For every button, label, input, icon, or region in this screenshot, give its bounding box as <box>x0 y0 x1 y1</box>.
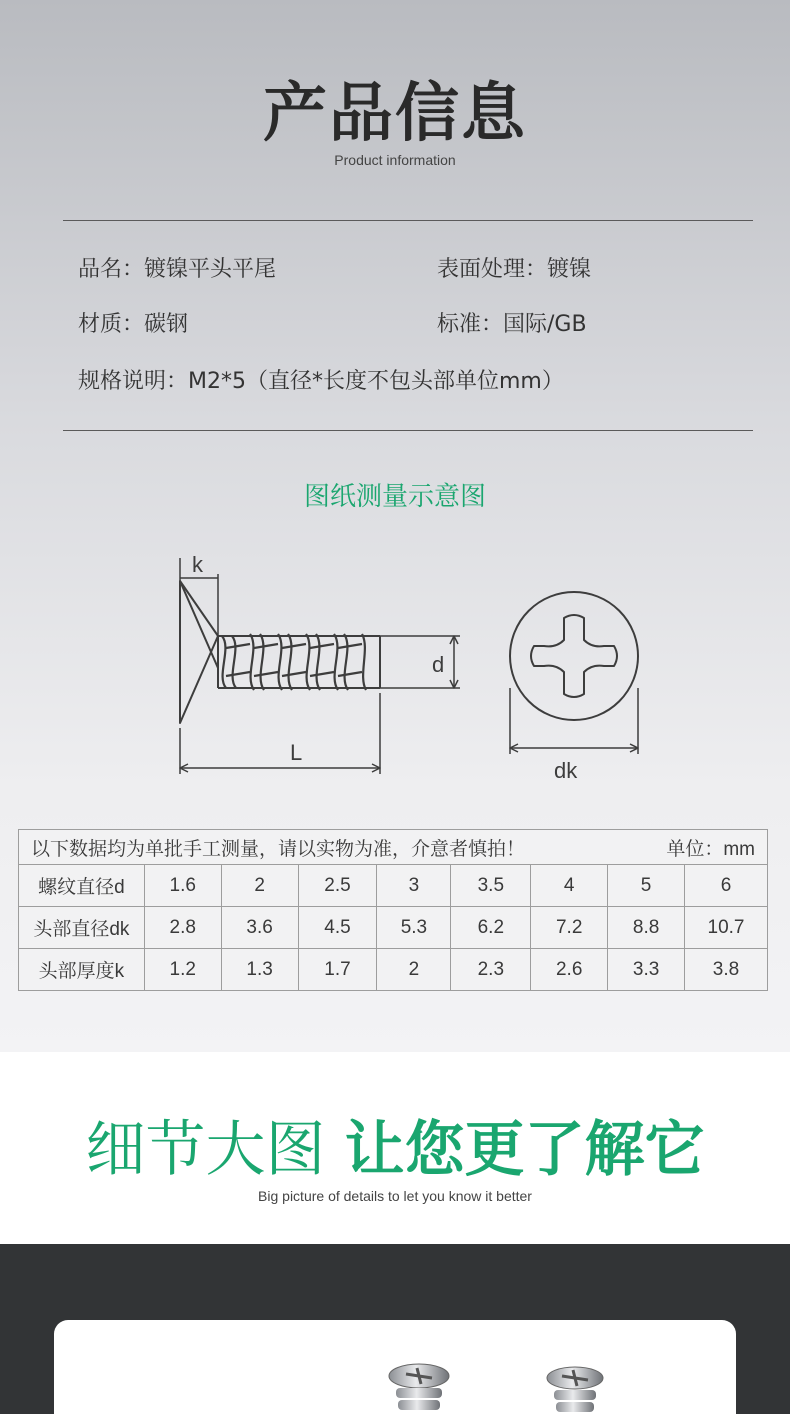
screw-photo-1 <box>384 1360 454 1414</box>
detail-subtitle: Big picture of details to let you know it better <box>258 1188 532 1204</box>
table-cell: 3.3 <box>608 949 685 991</box>
spec-surface-treatment: 表面处理：镀镍 <box>437 257 592 282</box>
table-note: 以下数据均为单批手工测量，请以实物为准，介意者慎拍！ <box>31 838 526 860</box>
detail-title-bold: 让您更了解它 <box>344 1115 705 1185</box>
table-cell: 2 <box>377 949 451 991</box>
photo-card <box>54 1320 736 1414</box>
spec-standard: 标准：国际/GB <box>437 312 587 337</box>
table-cell: 3 <box>377 865 451 907</box>
screw-photo-2 <box>540 1360 610 1414</box>
label-L: L <box>290 740 303 765</box>
table-cell: 2.6 <box>531 949 608 991</box>
thread-coils <box>222 634 366 690</box>
detail-title <box>0 1102 790 1188</box>
table-cell: 5.3 <box>377 907 451 949</box>
screw-measurement-diagram <box>160 548 650 788</box>
table-cell: 6.2 <box>451 907 531 949</box>
section-subtitle: Product information <box>334 152 456 168</box>
table-cell: 4 <box>531 865 608 907</box>
table-cell: 2.5 <box>298 865 377 907</box>
table-note-row <box>19 830 768 865</box>
divider-bottom <box>63 430 753 431</box>
spec-product-name: 品名：镀镍平头平尾 <box>78 257 277 282</box>
section-title: 产品信息 <box>263 77 527 151</box>
row-label: 头部厚度k <box>19 949 145 991</box>
table-cell: 3.5 <box>451 865 531 907</box>
table-cell: 1.2 <box>144 949 221 991</box>
table-cell: 10.7 <box>685 907 768 949</box>
label-d: d <box>432 652 445 677</box>
spec-description: 规格说明：M2*5（直径*长度不包头部单位mm） <box>78 369 564 394</box>
detail-title-light: 细节大图 <box>85 1115 345 1185</box>
label-dk: dk <box>554 758 578 783</box>
table-cell: 2.8 <box>144 907 221 949</box>
detail-heading-section <box>0 1052 790 1244</box>
label-k: k <box>192 552 203 577</box>
table-row <box>19 907 768 949</box>
table-cell: 5 <box>608 865 685 907</box>
screw-head-top-view <box>510 592 638 720</box>
table-cell: 1.6 <box>144 865 221 907</box>
screw-head-shape <box>180 581 218 723</box>
phillips-cross-recess <box>531 615 617 697</box>
table-cell: 8.8 <box>608 907 685 949</box>
detail-photo-section <box>0 1244 790 1414</box>
row-label: 螺纹直径d <box>19 865 145 907</box>
table-cell: 2.3 <box>451 949 531 991</box>
table-cell: 7.2 <box>531 907 608 949</box>
spec-material: 材质：碳钢 <box>78 312 189 337</box>
table-unit: 单位：mm <box>666 838 755 860</box>
table-cell: 2 <box>221 865 298 907</box>
table-cell: 4.5 <box>298 907 377 949</box>
table-cell: 1.3 <box>221 949 298 991</box>
divider-top <box>63 220 753 221</box>
table-cell: 3.8 <box>685 949 768 991</box>
table-cell: 3.6 <box>221 907 298 949</box>
size-spec-table <box>18 829 768 991</box>
table-row <box>19 865 768 907</box>
row-label: 头部直径dk <box>19 907 145 949</box>
table-cell: 6 <box>685 865 768 907</box>
table-cell: 1.7 <box>298 949 377 991</box>
diagram-title: 图纸测量示意图 <box>303 482 486 512</box>
table-row <box>19 949 768 991</box>
